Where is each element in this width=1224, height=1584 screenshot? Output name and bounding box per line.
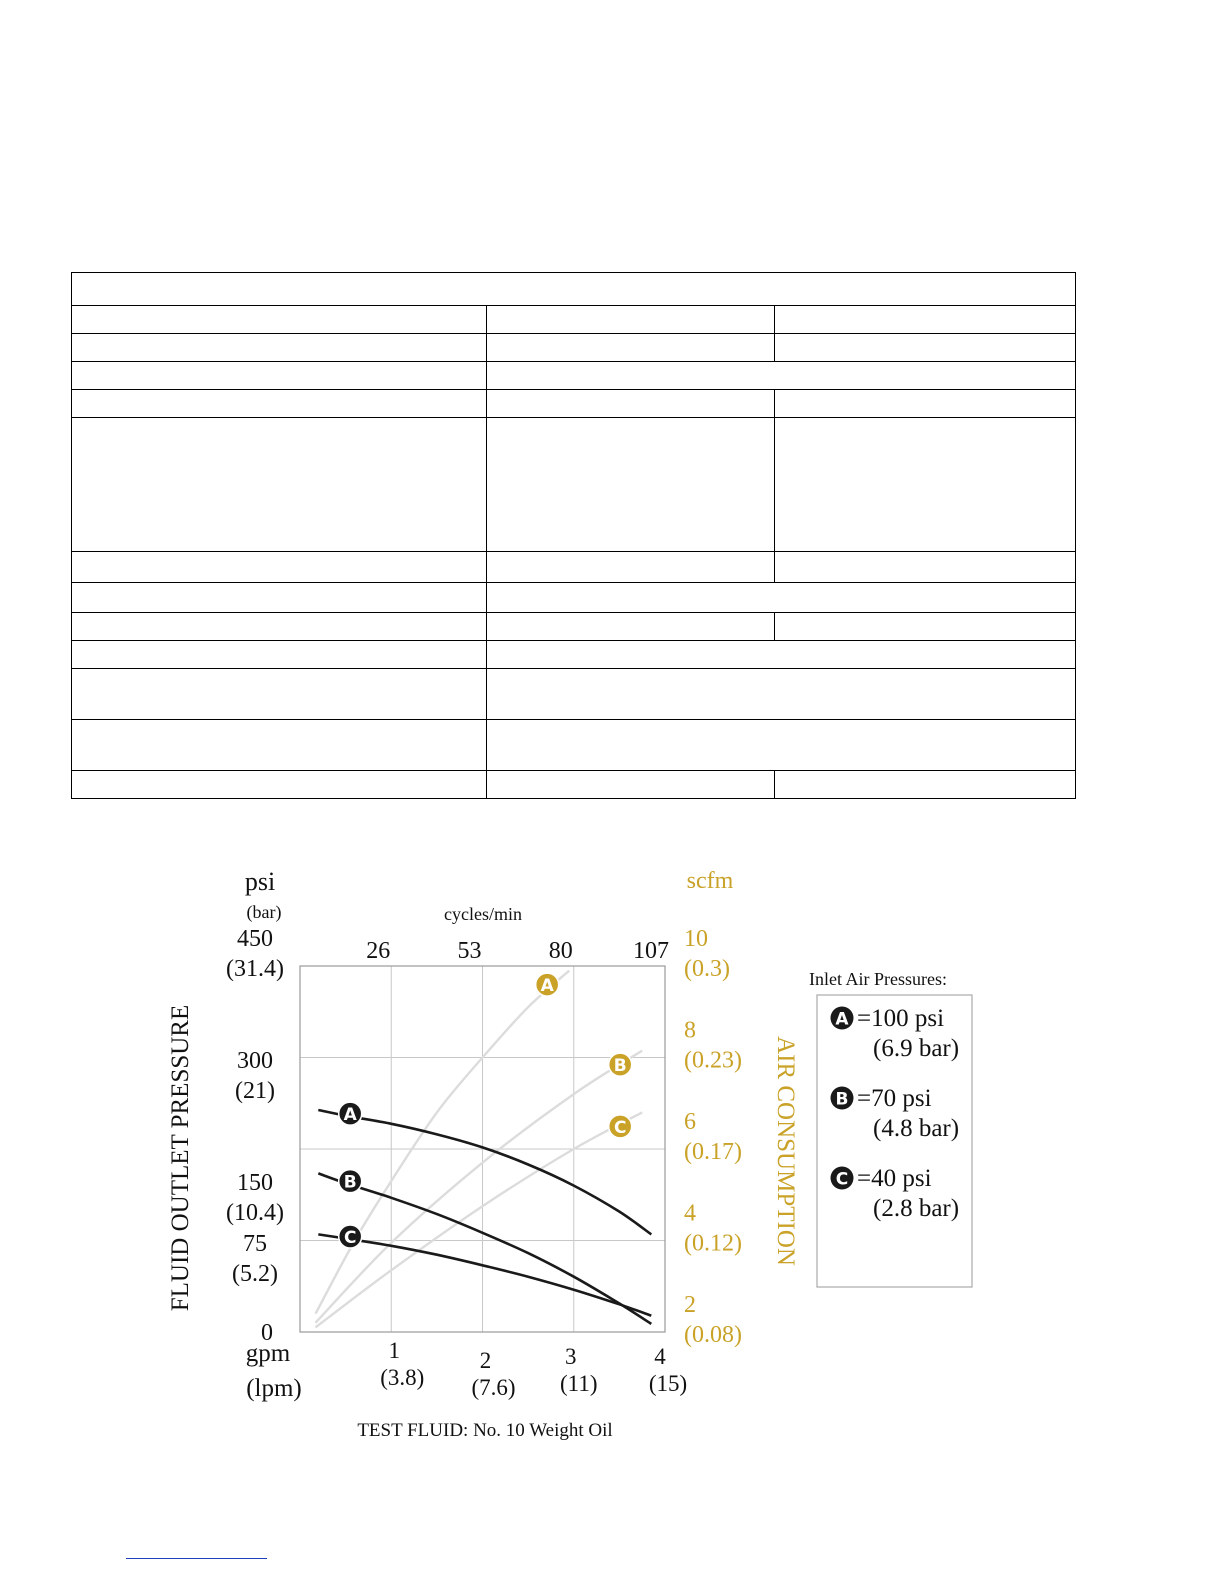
spec-cell <box>487 306 775 334</box>
x-tick-label: 2 <box>479 1348 492 1373</box>
x-tick-label-alt: (15) <box>648 1371 688 1396</box>
y-axis-title: FLUID OUTLET PRESSURE <box>167 1004 194 1312</box>
spec-cell <box>72 613 487 641</box>
legend-entry-text: =100 psi <box>857 1005 945 1032</box>
y-tick-label-alt: (10.4) <box>226 1200 284 1226</box>
y2-tick-label-alt: (0.3) <box>684 956 730 982</box>
spec-cell <box>72 583 487 613</box>
spec-row <box>72 390 1076 418</box>
legend-entry-b <box>831 1085 960 1142</box>
y-tick-label: 450 <box>237 926 273 952</box>
curve-markers <box>339 973 632 1248</box>
spec-cell <box>72 334 487 362</box>
legend-key-b-letter: B <box>835 1089 849 1110</box>
y2-axis-units: scfm <box>686 868 734 894</box>
spec-cell <box>487 334 775 362</box>
x-tick-label-alt: (7.6) <box>471 1375 516 1400</box>
legend <box>809 969 972 1287</box>
x-tick-label-alt: (11) <box>560 1371 598 1396</box>
y2-tick-label: 6 <box>684 1109 696 1135</box>
y2-tick-label: 2 <box>684 1292 696 1318</box>
performance-chart <box>160 858 1000 1458</box>
y2-tick-label-alt: (0.12) <box>684 1230 742 1257</box>
legend-entry-alt: (2.8 bar) <box>873 1195 960 1222</box>
spec-row <box>72 418 1076 552</box>
x-axis-units-alt: (lpm) <box>246 1375 302 1402</box>
y2-tick-label: 8 <box>684 1017 696 1044</box>
spec-cell <box>775 334 1076 362</box>
legend-entry-text: =40 psi <box>857 1165 932 1192</box>
air-marker-c-letter: C <box>613 1117 627 1138</box>
legend-entry-text: =70 psi <box>857 1085 932 1112</box>
x-tick-label: 3 <box>565 1344 577 1369</box>
air-curve-b <box>316 1051 643 1323</box>
pressure-marker-a-letter: A <box>343 1105 357 1126</box>
spec-cell <box>487 669 1076 720</box>
legend-title: Inlet Air Pressures: <box>809 969 947 989</box>
spec-cell <box>487 641 1076 669</box>
y-axis-units: psi <box>244 867 276 896</box>
x-tick-label: 1 <box>388 1338 400 1363</box>
spec-cell <box>775 306 1076 334</box>
spec-cell <box>775 613 1076 641</box>
spec-cell <box>487 613 775 641</box>
chart-footnote: TEST FLUID: No. 10 Weight Oil <box>357 1420 613 1441</box>
spec-cell <box>72 641 487 669</box>
spec-cell <box>72 273 1076 306</box>
spec-row <box>72 552 1076 583</box>
y-tick-label-alt: (21) <box>235 1078 275 1104</box>
spec-row <box>72 771 1076 799</box>
spec-row <box>72 613 1076 641</box>
air-curve-a <box>316 971 570 1314</box>
y-axis-units-alt: (bar) <box>246 902 282 922</box>
y-tick-label-alt: (5.2) <box>232 1261 278 1287</box>
y2-tick-label: 10 <box>684 926 708 952</box>
y-tick-label-alt: (31.4) <box>226 956 284 982</box>
spec-cell <box>487 583 1076 613</box>
spec-cell <box>72 720 487 771</box>
pressure-curve-c <box>318 1234 651 1315</box>
spec-row <box>72 362 1076 390</box>
spec-cell <box>775 771 1076 799</box>
spec-row <box>72 720 1076 771</box>
spec-cell <box>72 362 487 390</box>
air-marker-b <box>609 1053 632 1076</box>
pressure-marker-b-letter: B <box>343 1172 357 1193</box>
spec-cell <box>487 418 775 552</box>
performance-chart-svg <box>160 858 1000 1458</box>
chart-grid <box>300 966 665 1332</box>
spec-cell <box>72 669 487 720</box>
spec-cell <box>72 418 487 552</box>
y2-axis-title: AIR CONSUMPTION <box>772 1036 799 1266</box>
spec-cell <box>72 552 487 583</box>
spec-row <box>72 334 1076 362</box>
air-marker-c <box>609 1115 632 1138</box>
y-tick-label: 300 <box>237 1048 273 1074</box>
spec-cell <box>487 390 775 418</box>
pressure-marker-c-letter: C <box>343 1227 357 1248</box>
legend-entries <box>831 1005 960 1222</box>
spec-cell <box>72 390 487 418</box>
x-tick-label: 4 <box>654 1344 666 1369</box>
y2-tick-label-alt: (0.08) <box>684 1322 742 1348</box>
top-tick-label: 26 <box>366 938 391 964</box>
legend-entry-a <box>831 1005 960 1062</box>
spec-cell <box>72 771 487 799</box>
spec-row <box>72 273 1076 306</box>
spec-cell <box>775 418 1076 552</box>
spec-row <box>72 669 1076 720</box>
spec-cell <box>487 362 1076 390</box>
legend-entry-alt: (4.8 bar) <box>873 1115 960 1142</box>
spec-cell <box>72 306 487 334</box>
air-marker-b-letter: B <box>613 1056 627 1077</box>
top-tick-label: 53 <box>457 938 482 964</box>
top-axis-label: cycles/min <box>444 904 522 924</box>
specifications-table <box>71 272 1076 799</box>
y2-tick-label-alt: (0.23) <box>684 1047 742 1074</box>
y2-tick-label: 4 <box>684 1200 696 1227</box>
spec-row <box>72 583 1076 613</box>
x-axis-units: gpm <box>245 1340 291 1367</box>
top-tick-label: 80 <box>548 938 573 964</box>
spec-cell <box>487 720 1076 771</box>
y2-tick-label-alt: (0.17) <box>684 1139 742 1165</box>
legend-key-c-letter: C <box>835 1169 849 1190</box>
spec-cell <box>775 552 1076 583</box>
spec-cell <box>487 552 775 583</box>
legend-key-a-letter: A <box>835 1009 849 1030</box>
legend-entry-alt: (6.9 bar) <box>873 1035 960 1062</box>
spec-row <box>72 306 1076 334</box>
pressure-marker-b <box>339 1170 362 1193</box>
spec-row <box>72 641 1076 669</box>
air-marker-a <box>536 973 559 996</box>
top-tick-label: 107 <box>633 938 669 964</box>
pressure-marker-c <box>339 1225 362 1248</box>
y-tick-label: 0 <box>261 1320 273 1346</box>
y-tick-label: 150 <box>237 1170 273 1196</box>
legend-entry-c <box>831 1165 960 1222</box>
air-marker-a-letter: A <box>540 976 554 997</box>
pressure-marker-a <box>339 1102 362 1125</box>
footer-rule <box>126 1558 267 1559</box>
spec-cell <box>775 390 1076 418</box>
pressure-curve-b <box>318 1173 651 1324</box>
spec-cell <box>487 771 775 799</box>
y-tick-label: 75 <box>243 1231 267 1257</box>
x-tick-label-alt: (3.8) <box>380 1365 425 1390</box>
